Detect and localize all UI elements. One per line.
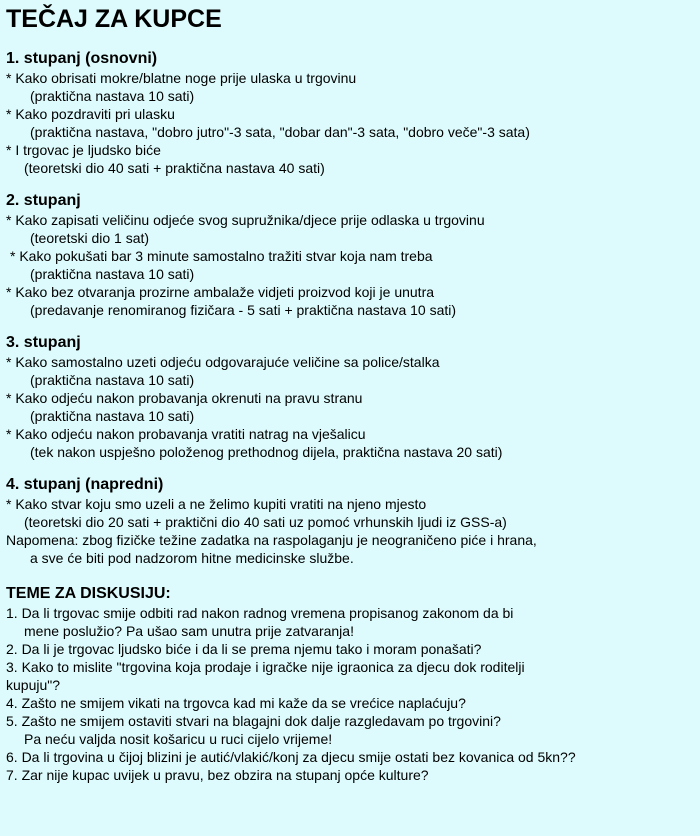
course-item: * Kako zapisati veličinu odjeće svog supružnika/djece prije odlaska u trgovinu	[6, 212, 485, 228]
discussion-section	[6, 584, 694, 784]
course-item-detail: (praktična nastava 10 sati)	[30, 266, 195, 282]
section-heading: 2. stupanj	[6, 192, 81, 209]
course-item-detail: (teoretski dio 40 sati + praktična nastava 40 sati)	[24, 160, 325, 176]
discussion-heading: TEME ZA DISKUSIJU:	[6, 585, 171, 602]
course-item: * Kako pozdraviti pri ulasku	[6, 106, 175, 122]
discussion-topic: 1. Da li trgovac smije odbiti rad nakon radnog vremena propisanog zakonom da bi	[6, 605, 514, 621]
course-item-detail: (praktična nastava 10 sati)	[30, 408, 195, 424]
course-item: * Kako samostalno uzeti odjeću odgovarajuće veličine sa police/stalka	[6, 354, 440, 370]
course-item-detail: (praktična nastava 10 sati)	[30, 372, 195, 388]
course-item-detail: (teoretski dio 20 sati + praktični dio 40 sati uz pomoć vrhunskih ljudi iz GSS-a)	[24, 514, 507, 530]
course-item-detail: (praktična nastava, "dobro jutro"-3 sata, "dobar dan"-3 sata, "dobro veče"-3 sata)	[30, 124, 530, 140]
course-item: * Kako pokušati bar 3 minute samostalno tražiti stvar koja nam treba	[10, 248, 433, 264]
section-heading: 4. stupanj (napredni)	[6, 476, 164, 493]
course-item: * Kako obrisati mokre/blatne noge prije ulaska u trgovinu	[6, 70, 357, 86]
course-item-detail: (praktična nastava 10 sati)	[30, 88, 195, 104]
course-item-detail: (predavanje renomiranog fizičara - 5 sati + praktična nastava 10 sati)	[30, 302, 457, 318]
section-heading: 3. stupanj	[6, 334, 81, 351]
section-level-1	[6, 49, 694, 177]
discussion-topic: 3. Kako to mislite "trgovina koja prodaje i igračke nije igraonica za djecu dok roditelji	[6, 659, 525, 675]
discussion-topic: 4. Zašto ne smijem vikati na trgovca kad mi kaže da se vrećice naplaćuju?	[6, 695, 466, 711]
course-item: * Kako odjeću nakon probavanja vratiti natrag na vješalicu	[6, 426, 366, 442]
section-heading: 1. stupanj (osnovni)	[6, 50, 158, 67]
course-item: * Kako odjeću nakon probavanja okrenuti na pravu stranu	[6, 390, 363, 406]
page-title: TEČAJ ZA KUPCE	[6, 5, 222, 33]
note-text-continued: a sve će biti pod nadzorom hitne medicinske službe.	[30, 550, 354, 566]
section-level-4	[6, 475, 694, 567]
course-item-detail: (teoretski dio 1 sat)	[30, 230, 150, 246]
discussion-topic: 5. Zašto ne smijem ostaviti stvari na blagajni dok dalje razgledavam po trgovini?	[6, 713, 501, 729]
discussion-topic: 6. Da li trgovina u čijoj blizini je autić/vlakić/konj za djecu smije ostati bez kovanica od 5kn??	[6, 749, 576, 765]
discussion-topic-continued: kupuju"?	[6, 677, 61, 693]
section-level-2	[6, 191, 694, 319]
section-level-3	[6, 333, 694, 461]
discussion-topic-continued: mene poslužio? Pa ušao sam unutra prije zatvaranja!	[24, 623, 354, 639]
note-text: Napomena: zbog fizičke težine zadatka na raspolaganju je neograničeno piće i hrana,	[6, 532, 537, 548]
course-item: * Kako bez otvaranja prozirne ambalaže vidjeti proizvod koji je unutra	[6, 284, 435, 300]
course-item: * I trgovac je ljudsko biće	[6, 142, 161, 158]
course-item: * Kako stvar koju smo uzeli a ne želimo kupiti vratiti na njeno mjesto	[6, 496, 427, 512]
discussion-topic: 2. Da li je trgovac ljudsko biće i da li se prema njemu tako i moram ponašati?	[6, 641, 482, 657]
discussion-topic: 7. Zar nije kupac uvijek u pravu, bez obzira na stupanj opće kulture?	[6, 767, 429, 783]
course-item-detail: (tek nakon uspješno položenog prethodnog dijela, praktična nastava 20 sati)	[30, 444, 503, 460]
discussion-topic-continued: Pa neću valjda nosit košaricu u ruci cijelo vrijeme!	[24, 731, 333, 747]
